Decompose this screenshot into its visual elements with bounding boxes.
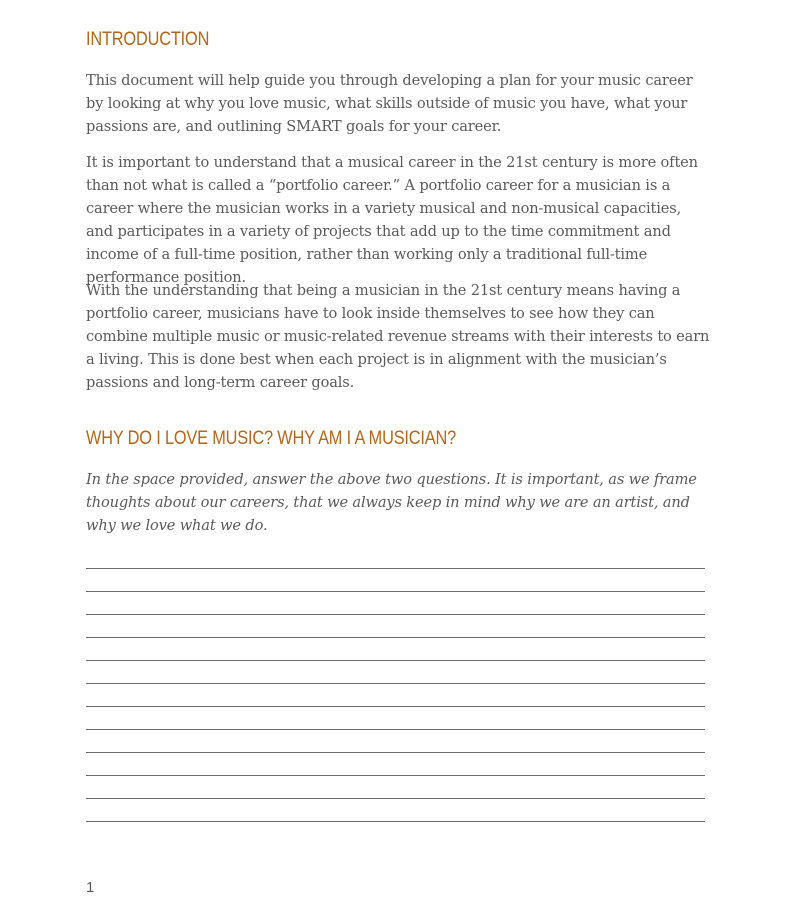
answer-line[interactable] xyxy=(86,752,705,753)
answer-line[interactable] xyxy=(86,821,705,822)
answer-line[interactable] xyxy=(86,729,705,730)
section-heading-why-music: WHY DO I LOVE MUSIC? WHY AM I A MUSICIAN? xyxy=(86,428,457,449)
answer-line[interactable] xyxy=(86,637,705,638)
page-number: 1 xyxy=(86,879,95,896)
answer-line[interactable] xyxy=(86,660,705,661)
answer-line[interactable] xyxy=(86,798,705,799)
intro-paragraph-1: This document will help guide you through developing a plan for your music career by looking at why you love music, what skills outside of music you have, what your passions are, and outlining SMART goals for your career. xyxy=(86,72,693,135)
answer-line[interactable] xyxy=(86,568,705,569)
answer-line[interactable] xyxy=(86,591,705,592)
why-music-instructions: In the space provided, answer the above two questions. It is important, as we frame thoughts about our careers, that we always keep in mind why we are an artist, and why we love what we do. xyxy=(86,471,697,534)
answer-line[interactable] xyxy=(86,614,705,615)
intro-paragraph-2: It is important to understand that a musical career in the 21st century is more often than not what is called a “portfolio career.” A portfolio career for a musician is a career where the musician works in a variety musical and non-musical capacities, and participates in a variety of projects that add up to the time commitment and income of a full-time position, rather than working only a traditional full-time performance position. xyxy=(86,154,698,286)
answer-line[interactable] xyxy=(86,683,705,684)
answer-line[interactable] xyxy=(86,775,705,776)
section-heading-introduction: INTRODUCTION xyxy=(86,29,210,50)
intro-paragraph-3: With the understanding that being a musician in the 21st century means having a portfolio career, musicians have to look inside themselves to see how they can combine multiple music or music-related revenue streams with their interests to earn a living. This is done best when each project is in alignment with the musician’s passions and long-term career goals. xyxy=(86,282,710,391)
answer-line[interactable] xyxy=(86,706,705,707)
